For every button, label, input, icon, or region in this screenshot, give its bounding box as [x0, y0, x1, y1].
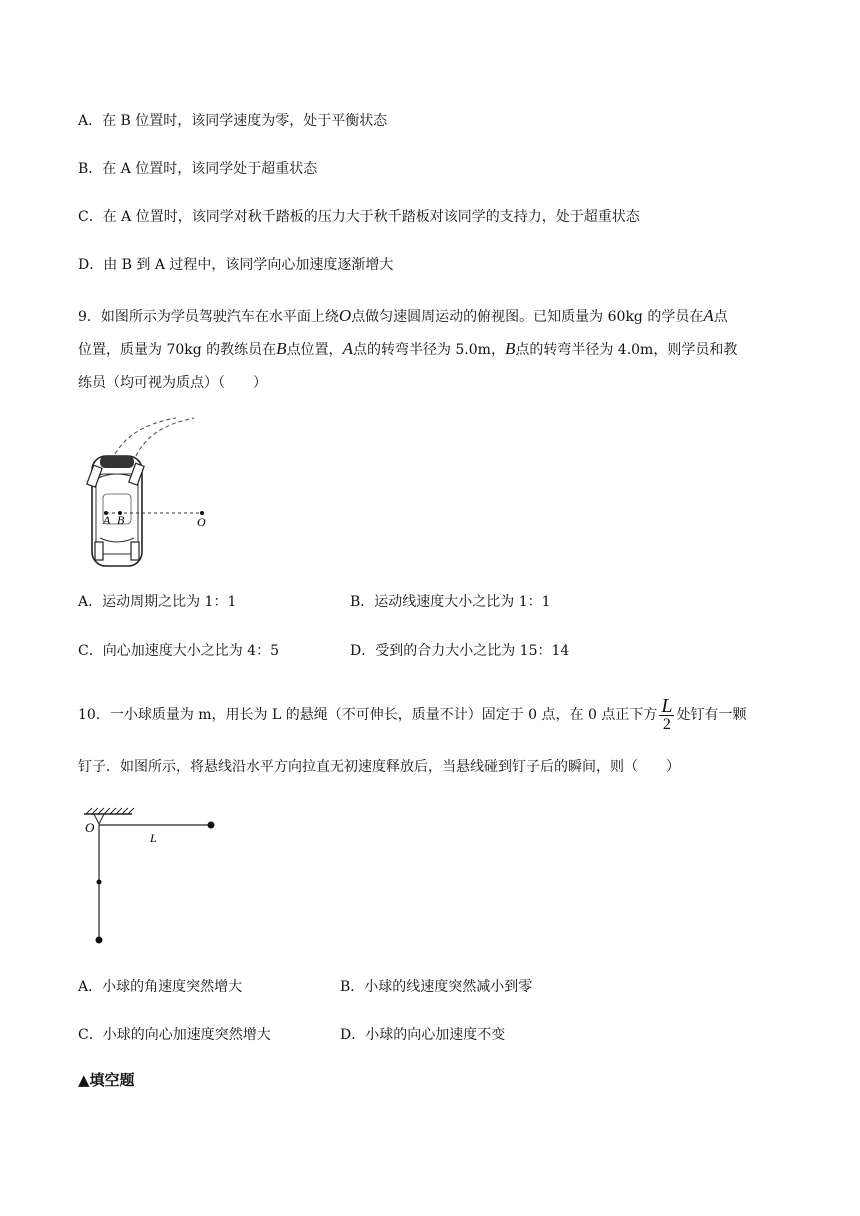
- q9-text: 点的转弯半径为 4.0m，则学员和教: [515, 342, 738, 358]
- q9-stem-line3: 练员（均可视为质点）（ ）: [78, 375, 267, 391]
- q9-text: 点的转弯半径为 5.0m，: [352, 342, 505, 358]
- q9-option-d: D．受到的合力大小之比为 15：14: [350, 643, 570, 659]
- q10-stem-line1: [78, 691, 746, 739]
- q10-text: 处钉有一颗: [676, 707, 747, 723]
- q9-option-a: A．运动周期之比为 1：1: [78, 594, 237, 610]
- q9-var-a: A: [703, 306, 714, 325]
- q8-option-d: D．由 B 到 A 过程中，该同学向心加速度逐渐增大: [78, 257, 394, 273]
- q9-text: 9．如图所示为学员驾驶汽车在水平面上绕: [78, 309, 339, 325]
- q9-option-b: B．运动线速度大小之比为 1：1: [350, 594, 551, 610]
- q9-stem-line1: [78, 306, 728, 327]
- q10-stem-line2: 钉子．如图所示，将悬线沿水平方向拉直无初速度释放后，当悬线碰到钉子后的瞬间，则（ ）: [78, 759, 680, 775]
- q9-option-c: C．向心加速度大小之比为 4：5: [78, 643, 279, 659]
- q8-option-a: A．在 B 位置时，该同学速度为零，处于平衡状态: [78, 113, 388, 129]
- q10-option-a: A．小球的角速度突然增大: [78, 979, 243, 995]
- label-b: B: [117, 513, 125, 527]
- q9-stem-line2: [78, 339, 737, 360]
- q9-text: 点做匀速圆周运动的俯视图。已知质量为 60kg 的学员在: [351, 309, 704, 325]
- q9-var-b: B: [276, 339, 287, 358]
- q9-text: 点位置，: [286, 342, 343, 358]
- label-o: O: [197, 515, 206, 529]
- fraction-denominator: 2: [662, 715, 671, 733]
- q8-option-b: B．在 A 位置时，该同学处于超重状态: [78, 161, 318, 177]
- label-o: O: [85, 820, 95, 835]
- fraction-numerator: L: [661, 694, 673, 717]
- label-l: L: [150, 831, 157, 845]
- q10-text: 10．一小球质量为 m，用长为 L 的悬绳（不可伸长，质量不计）固定于 0 点，在 0 点正下方: [78, 707, 658, 723]
- q9-var-o: O: [338, 306, 352, 325]
- q9-var-a: A: [342, 339, 353, 358]
- q10-option-b: B．小球的线速度突然减小到零: [340, 979, 533, 995]
- fraction-l-over-2: [659, 694, 674, 734]
- q9-text: 位置，质量为 70kg 的教练员在: [78, 342, 277, 358]
- q9-text: 点: [713, 309, 728, 325]
- q9-var-b: B: [504, 339, 516, 358]
- car-turning-figure: [84, 416, 224, 571]
- pendulum-figure: [80, 806, 230, 951]
- q8-option-c: C．在 A 位置时，该同学对秋千踏板的压力大于秋千踏板对该同学的支持力，处于超重状态: [78, 209, 640, 225]
- section-title-fill-in: ▲填空题: [78, 1071, 135, 1089]
- q10-option-c: C．小球的向心加速度突然增大: [78, 1027, 271, 1043]
- q10-option-d: D．小球的向心加速度不变: [340, 1027, 506, 1043]
- label-a: A: [103, 513, 111, 527]
